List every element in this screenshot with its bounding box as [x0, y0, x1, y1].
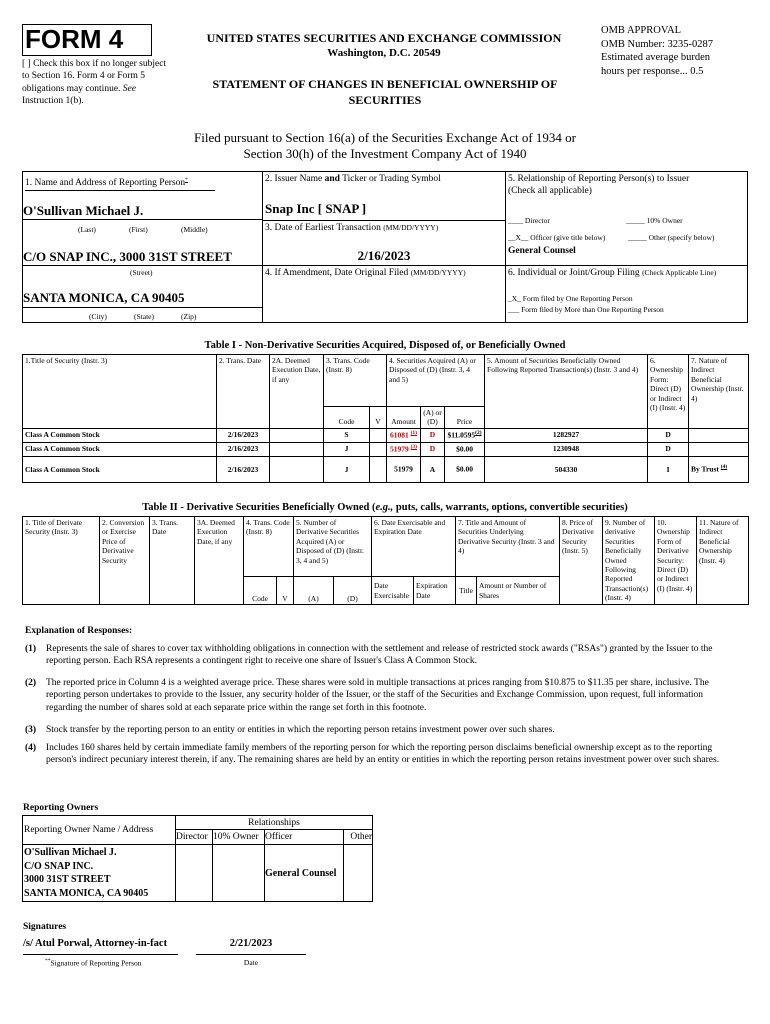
t1-sub-code: Code	[324, 407, 370, 429]
officer-checkbox[interactable]: __X__ Officer (give title below)	[508, 233, 606, 242]
agency-city: Washington, D.C. 20549	[327, 47, 441, 59]
owners-col-director: Director	[176, 830, 213, 845]
ten-pct-owner-checkbox[interactable]: _____ 10% Owner	[626, 216, 683, 225]
middle-label: (Middle)	[181, 225, 208, 234]
t2-h9: 9. Number of derivative Securities Beneficially Owned Following Reported Transaction(s) (Instr. 4)	[603, 517, 655, 605]
t2-sub-v: V	[277, 577, 294, 605]
signature-label: **Signature of Reporting Person	[45, 958, 142, 968]
filed-pursuant: Filed pursuant to Section 16(a) of the Securities Exchange Act of 1934 or Section 30(h) of the Investment Company Act of 1940	[194, 130, 576, 162]
t2-sub-de: Date Exercisable	[372, 577, 414, 605]
table-row: Class A Common Stock 2/16/2023 S 61081 $^{(1)}$ D $11.0595$^{(2)}$ 1282927 D	[23, 428, 749, 442]
owner-officer-title: General Counsel	[265, 845, 344, 902]
box3-label: 3. Date of Earliest Transaction (MM/DD/YYYY)	[265, 223, 439, 233]
reporting-person-name: O'Sullivan Michael J.	[23, 203, 144, 218]
reporting-street: C/O SNAP INC., 3000 31ST STREET	[23, 249, 232, 264]
filed-by-one-checkbox[interactable]: _X_ Form filed by One Reporting Person	[508, 294, 633, 303]
t2-sub-a: (A)	[294, 577, 334, 605]
omb-burden: Estimated average burden	[601, 52, 711, 64]
checkbox-note: [ ] Check this box if no longer subject to Section 16. Form 4 or Form 5 obligations may continue. See Instruction 1(b).	[22, 59, 167, 107]
omb-hours: hours per response... 0.5	[601, 65, 704, 77]
t1-sub-price: Price	[445, 407, 485, 429]
t2-h7: 7. Title and Amount of Securities Underlying Derivative Security (Instr. 3 and 4)	[456, 517, 560, 577]
t1-sub-amount: Amount	[387, 407, 421, 429]
signature-date: 2/21/2023	[229, 938, 273, 949]
explanation-heading: Explanation of Responses:	[25, 626, 133, 636]
box2-label: 2. Issuer Name and Ticker or Trading Symbol	[265, 174, 441, 184]
omb-approval: OMB APPROVAL	[601, 25, 682, 36]
omb-box	[601, 24, 761, 79]
t2-h3a: 3A. Deemed Execution Date, if any	[195, 517, 244, 605]
first-label: (First)	[129, 225, 148, 234]
table1-title: Table I - Non-Derivative Securities Acquired, Disposed of, or Beneficially Owned	[204, 340, 566, 351]
box1-label: 1. Name and Address of Reporting Person*	[25, 177, 188, 189]
state-label: (State)	[134, 312, 154, 321]
table1	[22, 354, 749, 483]
t2-h5: 5. Number of Derivative Securities Acquired (A) or Disposed of (D) (Instr. 3, 4 and 5)	[294, 517, 372, 577]
footnote-4: (4) Includes 160 shares held by certain immediate family members of the reporting person for which the reporting person disclaims beneficial ownership except as to the reporting person's indirect pecuniary interest therein, if any. The remaining shares are held by an entity or entities in which the reporting person retains investment power over such shares.	[25, 743, 720, 766]
owners-col-officer: Officer	[265, 830, 344, 845]
earliest-transaction-date: 2/16/2023	[357, 248, 411, 263]
footnote-3: (3) Stock transfer by the reporting person to an entity or entities in which the reporting person retains investment power over such shares.	[25, 725, 555, 735]
director-checkbox[interactable]: ____ Director	[508, 216, 550, 225]
t2-h6: 6. Date Exercisable and Expiration Date	[372, 517, 456, 577]
form-title: FORM 4	[25, 24, 124, 54]
date-label: Date	[243, 958, 259, 967]
t2-h4: 4. Trans. Code (Instr. 8)	[244, 517, 294, 577]
t1-h4: 4. Securities Acquired (A) or Disposed of (D) (Instr. 3, 4 and 5)	[387, 355, 485, 407]
t2-sub-code: Code	[244, 577, 277, 605]
t1-h5: 5. Amount of Securities Beneficially Owned Following Reported Transaction(s) (Instr. 3 and 4)	[485, 355, 648, 429]
t1-h3: 3. Trans. Code (Instr. 8)	[324, 355, 387, 407]
last-label: (Last)	[78, 225, 96, 234]
t2-h10: 10. Ownership Form of Derivative Security: Direct (D) or Indirect (I) (Instr. 4)	[655, 517, 697, 605]
owners-col-rel: Relationships	[176, 816, 373, 830]
zip-label: (Zip)	[181, 312, 197, 321]
t2-sub-amt: Amount or Number of Shares	[477, 577, 560, 605]
t2-h11: 11. Nature of Indirect Beneficial Ownership (Instr. 4)	[697, 517, 749, 605]
box4-label: 4. If Amendment, Date Original Filed (MM/DD/YYYY)	[265, 268, 466, 278]
other-checkbox[interactable]: _____ Other (specify below)	[628, 233, 715, 242]
signatures-heading: Signatures	[23, 922, 67, 932]
table2-title: Table II - Derivative Securities Beneficially Owned (e.g., puts, calls, warrants, options, convertible securities)	[142, 502, 628, 513]
t1-h6: 6. Ownership Form: Direct (D) or Indirect (I) (Instr. 4)	[648, 355, 689, 429]
t2-h8: 8. Price of Derivative Security (Instr. 5)	[560, 517, 603, 605]
t1-sub-v: V	[370, 407, 387, 429]
table-row: Class A Common Stock 2/16/2023 J 51979 $^{(3)}$ D $0.00 1230948 D	[23, 442, 749, 456]
owners-table	[22, 815, 373, 902]
t2-h3: 3. Trans. Date	[150, 517, 195, 605]
box6-label: 6. Individual or Joint/Group Filing (Check Applicable Line)	[508, 268, 717, 278]
owners-col-name: Reporting Owner Name / Address	[23, 816, 176, 845]
t2-h1: 1. Title of Derivate Security (Instr. 3)	[23, 517, 100, 605]
box5-label: 5. Relationship of Reporting Person(s) to Issuer (Check all applicable)	[508, 174, 690, 197]
signer-name: /s/ Atul Porwal, Attorney-in-fact	[23, 938, 168, 949]
table-row: Class A Common Stock 2/16/2023 J 51979 A $0.00 504330 I By Trust $^{(4)}$	[23, 456, 749, 482]
owners-col-other: Other	[344, 830, 373, 845]
footnote-1: (1) Represents the sale of shares to cover tax withholding obligations in connection with the settlement and release of restricted stock awards ("RSAs") granted by the Issuer to the reporting person. Each RSA represents a contingent right to receive one share of Issuer's Class A Common Stock.	[25, 644, 713, 667]
footnote-2: (2) The reported price in Column 4 is a weighted average price. These shares were sold in multiple transactions at prices ranging from $10.875 to $11.35 per share, inclusive. The reporting person undertakes to provide to the Issuer, any security holder of the Issuer, or the staff of the Securities and Exchange Commission, upon request, full information regarding the number of shares sold at each separate price within the range set forth in this footnote.	[25, 678, 709, 713]
t1-sub-aord: (A) or (D)	[421, 407, 445, 429]
owners-heading: Reporting Owners	[23, 803, 99, 813]
t2-sub-d: (D)	[334, 577, 372, 605]
statement-title: STATEMENT OF CHANGES IN BENEFICIAL OWNERSHIP OF SECURITIES	[212, 77, 558, 107]
t1-h1: 1.Title of Security (Instr. 3)	[23, 355, 217, 429]
reporting-city: SANTA MONICA, CA 90405	[23, 290, 185, 305]
form-title-box	[22, 24, 152, 56]
officer-title: General Counsel	[508, 246, 576, 256]
t2-h2: 2. Conversion or Exercise Price of Derivative Security	[100, 517, 150, 605]
omb-number: OMB Number: 3235-0287	[601, 38, 713, 50]
street-label: (Street)	[130, 268, 153, 277]
t1-h7: 7. Nature of Indirect Beneficial Ownership (Instr. 4)	[689, 355, 749, 429]
issuer-name: Snap Inc [ SNAP ]	[265, 201, 367, 216]
t2-sub-exp: Expiration Date	[414, 577, 456, 605]
owner-name-address: O'Sullivan Michael J. C/O SNAP INC. 3000 31ST STREET SANTA MONICA, CA 90405	[23, 845, 176, 902]
agency-name: UNITED STATES SECURITIES AND EXCHANGE COMMISSION	[206, 31, 562, 45]
table2	[22, 516, 749, 605]
t1-h2: 2. Trans. Date	[217, 355, 270, 429]
t1-h2a: 2A. Deemed Execution Date, if any	[270, 355, 324, 429]
t2-sub-title: Title	[456, 577, 477, 605]
filed-by-more-checkbox[interactable]: ___ Form filed by More than One Reporting Person	[508, 305, 664, 314]
city-label: (City)	[89, 312, 107, 321]
owners-col-ten: 10% Owner	[213, 830, 265, 845]
